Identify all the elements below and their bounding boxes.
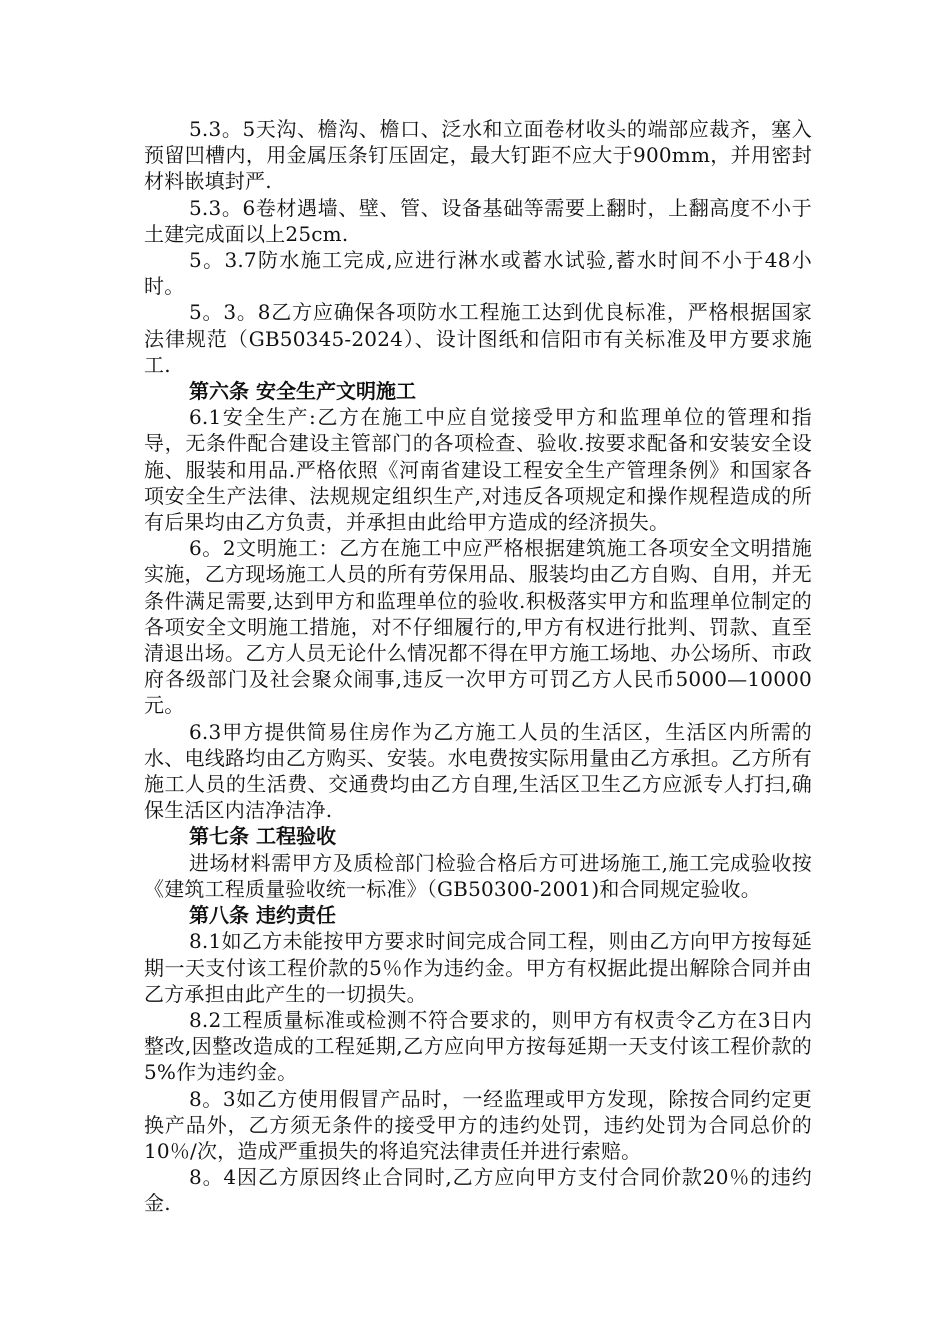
article-7-body: 进场材料需甲方及质检部门检验合格后方可进场施工,施工完成验收按《建筑工程质量验收统一标准》（GB50300-2001)和合同规定验收。: [144, 850, 812, 901]
document-page: [144, 116, 812, 1217]
clause-8-1: 8.1如乙方未能按甲方要求时间完成合同工程，则由乙方向甲方按每延期一天支付该工程价款的5％作为违约金。甲方有权据此提出解除合同并由乙方承担由此产生的一切损失。: [144, 929, 812, 1006]
clause-5-3-7: 5。3.7防水施工完成,应进行淋水或蓄水试验,蓄水时间不小于48小时。: [144, 248, 812, 299]
clause-6-2: 6。2文明施工：乙方在施工中应严格根据建筑施工各项安全文明措施实施，乙方现场施工人员的所有劳保用品、服装均由乙方自购、自用，并无条件满足需要,达到甲方和监理单位的验收.积极落实甲方和监理单位制定的各项安全文明施工措施，对不仔细履行的,甲方有权进行批判、罚款、直至清退出场。乙方人员无论什么情况都不得在甲方施工场地、办公场所、市政府各级部门及社会聚众闹事,违反一次甲方可罚乙方人民币5000—10000元。: [144, 536, 812, 718]
clause-8-2: 8.2工程质量标准或检测不符合要求的，则甲方有权责令乙方在3日内整改,因整改造成的工程延期,乙方应向甲方按每延期一天支付该工程价款的5%作为违约金。: [144, 1007, 812, 1085]
article-8-heading: 第八条 违约责任: [189, 903, 336, 928]
article-7-heading: 第七条 工程验收: [189, 824, 336, 849]
article-6-heading: 第六条 安全生产文明施工: [189, 379, 416, 404]
clause-5-3-8: 5。3。8乙方应确保各项防水工程施工达到优良标准，严格根据国家法律规范（GB50345-2024）、设计图纸和信阳市有关标准及甲方要求施工.: [144, 300, 812, 377]
clause-8-3: 8。3如乙方使用假冒产品时，一经监理或甲方发现，除按合同约定更换产品外，乙方须无条件的接受甲方的违约处罚，违约处罚为合同总价的10％/次，造成严重损失的将追究法律责任并进行索赔。: [144, 1086, 812, 1163]
clause-5-3-5: 5.3。5天沟、檐沟、檐口、泛水和立面卷材收头的端部应裁齐，塞入预留凹槽内，用金属压条钉压固定，最大钉距不应大于900mm，并用密封材料嵌填封严.: [144, 117, 812, 194]
clause-6-1: 6.1安全生产:乙方在施工中应自觉接受甲方和监理单位的管理和指导，无条件配合建设主管部门的各项检查、验收.按要求配备和安装安全设施、服装和用品.严格依照《河南省建设工程安全生产管理条例》和国家各项安全生产法律、法规规定组织生产,对违反各项规定和操作规程造成的所有后果均由乙方负责，并承担由此给甲方造成的经济损失。: [144, 405, 812, 535]
clause-6-3: 6.3甲方提供简易住房作为乙方施工人员的生活区，生活区内所需的水、电线路均由乙方购买、安装。水电费按实际用量由乙方承担。乙方所有施工人员的生活费、交通费均由乙方自理,生活区卫生乙方应派专人打扫,确保生活区内洁净洁净.: [144, 719, 812, 823]
clause-8-4: 8。4因乙方原因终止合同时,乙方应向甲方支付合同价款20％的违约金.: [144, 1165, 812, 1216]
clause-5-3-6: 5.3。6卷材遇墙、壁、管、设备基础等需要上翻时，上翻高度不小于土建完成面以上25cm.: [144, 195, 812, 246]
